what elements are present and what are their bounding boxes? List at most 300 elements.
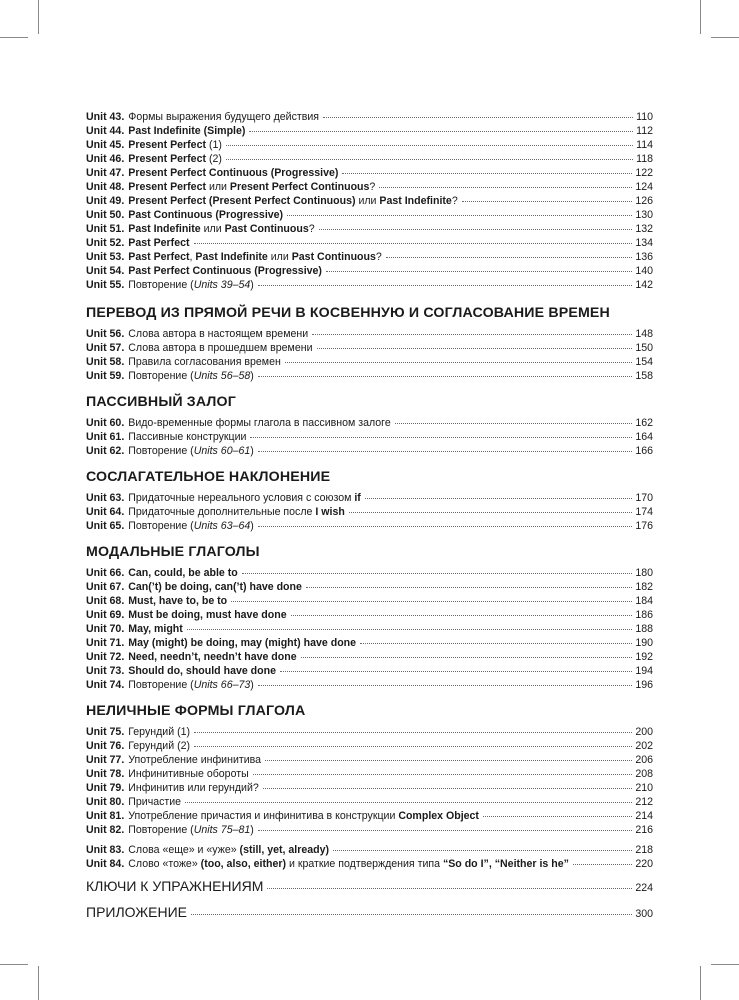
leader-dots	[242, 573, 633, 574]
unit-number: Unit 63.	[86, 492, 125, 504]
toc-entry-title	[86, 580, 302, 594]
toc-row[interactable]	[86, 166, 653, 180]
leader-dots	[306, 587, 632, 588]
leader-dots	[280, 671, 632, 672]
unit-number: Unit 61.	[86, 431, 125, 443]
leader-dots	[258, 376, 633, 377]
unit-number: Unit 62.	[86, 445, 125, 457]
title-part: или	[355, 195, 380, 207]
toc-entry-title	[86, 622, 183, 636]
title-part: Пассивные конструкции	[128, 431, 247, 443]
title-part: )	[250, 279, 254, 291]
toc-entry-title	[86, 753, 261, 767]
toc-entry-title	[86, 124, 245, 138]
page-number: 166	[635, 445, 653, 457]
unit-number: Unit 69.	[86, 609, 125, 621]
toc-entry-title	[86, 327, 308, 341]
title-part: Слова автора в прошедшем времени	[128, 342, 313, 354]
toc-entry-title	[86, 795, 181, 809]
page-number: 118	[636, 153, 653, 165]
title-part: или	[200, 223, 225, 235]
unit-number: Unit 44.	[86, 125, 125, 137]
leader-dots	[323, 117, 633, 118]
title-part: Past Continuous	[224, 223, 309, 235]
page-number: 126	[635, 195, 653, 207]
toc-entry-title	[86, 152, 222, 166]
leader-dots	[462, 201, 633, 202]
leader-dots	[258, 451, 633, 452]
toc-row[interactable]	[86, 566, 653, 580]
toc-block-tenses	[86, 110, 653, 292]
leader-dots	[319, 229, 633, 230]
unit-number: Unit 57.	[86, 342, 125, 354]
toc-row[interactable]	[86, 264, 653, 278]
page-number: 162	[635, 417, 653, 429]
toc-row[interactable]	[86, 152, 653, 166]
unit-number: Unit 60.	[86, 417, 125, 429]
page-number: 214	[635, 810, 653, 822]
page-number: 200	[635, 726, 653, 738]
toc-row[interactable]	[86, 355, 653, 369]
unit-number: Unit 51.	[86, 223, 125, 235]
title-part: Present Perfect	[128, 181, 206, 193]
toc-block-misc	[86, 843, 653, 871]
unit-number: Unit 53.	[86, 251, 125, 263]
title-part: Can(’t) be doing, can(’t) have done	[128, 581, 302, 593]
page-number: 180	[635, 567, 653, 579]
toc-entry-title	[86, 767, 249, 781]
leader-dots	[194, 732, 632, 733]
unit-number: Unit 79.	[86, 782, 125, 794]
title-part: Units 66–73	[193, 679, 251, 691]
toc-entry-title	[86, 341, 313, 355]
title-part: ?	[308, 223, 315, 235]
toc-entry-title	[86, 208, 283, 222]
section-heading: ПАССИВНЫЙ ЗАЛОГ	[86, 394, 236, 410]
leader-dots	[249, 131, 633, 132]
page-number: 176	[635, 520, 653, 532]
toc-entry-title	[86, 594, 227, 608]
toc-entry-title	[86, 739, 190, 753]
toc-row[interactable]	[86, 110, 653, 124]
toc-row[interactable]	[86, 823, 653, 837]
title-part: (2)	[206, 153, 222, 165]
page-number: 186	[635, 609, 653, 621]
page-number: 194	[635, 665, 653, 677]
toc-row[interactable]	[86, 124, 653, 138]
toc-entry-title	[86, 781, 259, 795]
leader-dots	[386, 257, 633, 258]
toc-row[interactable]	[86, 250, 653, 264]
toc-entry-title	[86, 444, 254, 458]
toc-row[interactable]	[86, 767, 653, 781]
leader-dots	[395, 423, 633, 424]
toc-entry-title	[86, 222, 315, 236]
crop-mark	[0, 37, 28, 38]
toc-row[interactable]	[86, 664, 653, 678]
title-part: Units 39–54	[193, 279, 251, 291]
title-part: Повторение (	[128, 370, 194, 382]
unit-number: Unit 81.	[86, 810, 125, 822]
page-number: 130	[635, 209, 653, 221]
title-part: )	[250, 370, 254, 382]
leader-dots	[194, 746, 632, 747]
toc-row[interactable]	[86, 519, 653, 533]
title-part: Past Indefinite	[128, 223, 201, 235]
title-part: )	[250, 445, 254, 457]
crop-mark	[0, 964, 28, 965]
toc-entry-title	[86, 608, 287, 622]
toc-entry-title	[86, 823, 254, 837]
crop-mark	[38, 0, 39, 34]
toc-row[interactable]	[86, 753, 653, 767]
page-number: 190	[635, 637, 653, 649]
page-number: 210	[635, 782, 653, 794]
unit-number: Unit 55.	[86, 279, 125, 291]
title-part: Units 75–81	[193, 824, 251, 836]
unit-number: Unit 52.	[86, 237, 125, 249]
page-number: 122	[635, 167, 653, 179]
toc-keys-label: КЛЮЧИ К УПРАЖНЕНИЯМ	[86, 878, 264, 894]
toc-row[interactable]	[86, 781, 653, 795]
title-part: или	[267, 251, 292, 263]
unit-number: Unit 58.	[86, 356, 125, 368]
table-of-contents	[86, 110, 653, 923]
unit-number: Unit 76.	[86, 740, 125, 752]
title-part: Complex Object	[398, 810, 479, 822]
page-number: 154	[635, 356, 653, 368]
title-part: Повторение (	[128, 520, 194, 532]
title-part: I wish	[315, 506, 345, 518]
toc-row[interactable]	[86, 416, 653, 430]
title-part: May (might) be doing, may (might) have done	[128, 637, 357, 649]
title-part: Инфинитивные обороты	[128, 768, 249, 780]
unit-number: Unit 64.	[86, 506, 125, 518]
leader-dots	[226, 145, 633, 146]
toc-row-appendix[interactable]	[86, 901, 653, 923]
page-number: 196	[635, 679, 653, 691]
toc-row[interactable]	[86, 505, 653, 519]
leader-dots	[258, 685, 633, 686]
title-part: Повторение (	[128, 279, 194, 291]
title-part: Слово «тоже»	[128, 858, 201, 870]
page-number: 174	[635, 506, 653, 518]
title-part: Past Perfect	[128, 251, 190, 263]
title-part: Слова «еще» и «уже»	[128, 844, 240, 856]
toc-appendix-label: ПРИЛОЖЕНИЕ	[86, 904, 188, 920]
page-number: 188	[635, 623, 653, 635]
toc-entry-title	[86, 843, 329, 857]
leader-dots	[342, 173, 632, 174]
unit-number: Unit 56.	[86, 328, 125, 340]
leader-dots	[349, 512, 633, 513]
section-heading: МОДАЛЬНЫЕ ГЛАГОЛЫ	[86, 544, 260, 560]
title-part: ?	[375, 251, 382, 263]
toc-row[interactable]	[86, 444, 653, 458]
title-part: )	[250, 824, 254, 836]
title-part: )	[250, 520, 254, 532]
toc-row[interactable]	[86, 430, 653, 444]
toc-row[interactable]	[86, 138, 653, 152]
leader-dots	[258, 526, 633, 527]
toc-row[interactable]	[86, 236, 653, 250]
toc-entry-title	[86, 278, 254, 292]
toc-row[interactable]	[86, 678, 653, 692]
page-number: 212	[635, 796, 653, 808]
title-part: Видо-временные формы глагола в пассивном залоге	[128, 417, 391, 429]
page-number: 206	[635, 754, 653, 766]
page-number: 158	[635, 370, 653, 382]
title-part: Употребление причастия и инфинитива в конструкции	[128, 810, 399, 822]
toc-row[interactable]	[86, 622, 653, 636]
title-part: if	[354, 492, 361, 504]
unit-number: Unit 83.	[86, 844, 125, 856]
leader-dots	[312, 334, 632, 335]
title-part: Past Indefinite (Simple)	[128, 125, 246, 137]
toc-row[interactable]	[86, 594, 653, 608]
page-number: 218	[635, 844, 653, 856]
title-part: Формы выражения будущего действия	[128, 111, 320, 123]
title-part: Правила согласования времен	[128, 356, 281, 368]
crop-mark	[700, 966, 701, 1000]
toc-entry-title	[86, 250, 382, 264]
leader-dots	[258, 830, 633, 831]
toc-row[interactable]	[86, 809, 653, 823]
page-number: 112	[636, 125, 653, 137]
title-part: или	[206, 181, 230, 193]
toc-entry-title	[86, 264, 322, 278]
toc-entry-title	[86, 857, 569, 871]
title-part: Units 56–58	[193, 370, 251, 382]
title-part: Can, could, be able to	[128, 567, 238, 579]
leader-dots	[326, 271, 632, 272]
crop-mark	[711, 964, 739, 965]
toc-entry-title	[86, 355, 281, 369]
page-number: 192	[635, 651, 653, 663]
title-part: Past Continuous	[291, 251, 376, 263]
page-number: 220	[635, 858, 653, 870]
toc-row[interactable]	[86, 341, 653, 355]
leader-dots	[258, 285, 633, 286]
toc-entry-title	[86, 664, 276, 678]
title-part: (too, also, either)	[200, 858, 287, 870]
unit-number: Unit 50.	[86, 209, 125, 221]
title-part: Should do, should have done	[128, 665, 276, 677]
title-part: Past Perfect Continuous (Progressive)	[128, 265, 322, 277]
toc-row[interactable]	[86, 180, 653, 194]
title-part: Past Indefinite	[379, 195, 452, 207]
toc-row-keys[interactable]	[86, 875, 653, 897]
unit-number: Unit 75.	[86, 726, 125, 738]
unit-number: Unit 70.	[86, 623, 125, 635]
toc-row[interactable]	[86, 725, 653, 739]
title-part: Повторение (	[128, 445, 194, 457]
title-part: Must, have to, be to	[128, 595, 228, 607]
toc-entry-title	[86, 180, 375, 194]
leader-dots	[360, 643, 632, 644]
leader-dots	[267, 888, 632, 889]
leader-dots	[194, 243, 633, 244]
title-part: Герундий (2)	[128, 740, 191, 752]
toc-row[interactable]	[86, 636, 653, 650]
toc-row[interactable]	[86, 491, 653, 505]
title-part: Повторение (	[128, 824, 194, 836]
toc-entry-title	[86, 194, 458, 208]
title-part: и краткие подтверждения типа	[286, 858, 443, 870]
toc-row[interactable]	[86, 208, 653, 222]
toc-entry-title	[86, 369, 254, 383]
title-part: Past Indefinite	[195, 251, 268, 263]
unit-number: Unit 71.	[86, 637, 125, 649]
leader-dots	[191, 914, 632, 915]
toc-row[interactable]	[86, 369, 653, 383]
unit-number: Unit 68.	[86, 595, 125, 607]
toc-entry-title	[86, 650, 297, 664]
title-part: Must be doing, must have done	[128, 609, 287, 621]
leader-dots	[253, 774, 633, 775]
toc-entry-title	[86, 519, 254, 533]
page-number: 148	[635, 328, 653, 340]
unit-number: Unit 73.	[86, 665, 125, 677]
page-number: 202	[635, 740, 653, 752]
leader-dots	[379, 187, 632, 188]
unit-number: Unit 48.	[86, 181, 125, 193]
toc-entry-title	[86, 725, 190, 739]
page-number: 114	[636, 139, 653, 151]
title-part: Present Perfect	[128, 153, 206, 165]
leader-dots	[231, 601, 632, 602]
title-part: Present Perfect Continuous (Progressive)	[128, 167, 339, 179]
leader-dots	[250, 437, 632, 438]
leader-dots	[226, 159, 633, 160]
title-part: (still, yet, already)	[239, 844, 330, 856]
page-number: 124	[635, 181, 653, 193]
title-part: Слова автора в настоящем времени	[128, 328, 309, 340]
page-number: 136	[635, 251, 653, 263]
leader-dots	[287, 215, 632, 216]
toc-row[interactable]	[86, 795, 653, 809]
unit-number: Unit 43.	[86, 111, 125, 123]
title-part: Present Perfect (Present Perfect Continuous)	[128, 195, 356, 207]
section-heading: СОСЛАГАТЕЛЬНОЕ НАКЛОНЕНИЕ	[86, 469, 331, 485]
title-part: )	[250, 679, 254, 691]
title-part: Present Perfect	[128, 139, 206, 151]
toc-appendix-page: 300	[635, 908, 653, 920]
unit-number: Unit 80.	[86, 796, 125, 808]
title-part: Повторение (	[128, 679, 194, 691]
leader-dots	[285, 362, 632, 363]
page-number: 164	[635, 431, 653, 443]
unit-number: Unit 74.	[86, 679, 125, 691]
toc-entry-title	[86, 678, 254, 692]
leader-dots	[185, 802, 632, 803]
title-part: May, might	[128, 623, 183, 635]
leader-dots	[317, 348, 633, 349]
title-part: Употребление инфинитива	[128, 754, 262, 766]
toc-entry-title	[86, 236, 190, 250]
title-part: Герундий (1)	[128, 726, 191, 738]
unit-number: Unit 47.	[86, 167, 125, 179]
unit-number: Unit 78.	[86, 768, 125, 780]
section-heading: НЕЛИЧНЫЕ ФОРМЫ ГЛАГОЛА	[86, 703, 306, 719]
title-part: Придаточные нереального условия с союзом	[128, 492, 355, 504]
toc-entry-title	[86, 416, 391, 430]
page-number: 208	[635, 768, 653, 780]
title-part: Units 60–61	[193, 445, 251, 457]
crop-mark	[38, 966, 39, 1000]
unit-number: Unit 82.	[86, 824, 125, 836]
toc-row[interactable]	[86, 194, 653, 208]
toc-entry-title	[86, 809, 479, 823]
unit-number: Unit 84.	[86, 858, 125, 870]
unit-number: Unit 67.	[86, 581, 125, 593]
toc-keys-page: 224	[635, 882, 653, 894]
title-part: Причастие	[128, 796, 182, 808]
page-number: 140	[635, 265, 653, 277]
page-number: 110	[636, 111, 653, 123]
leader-dots	[301, 657, 633, 658]
toc-row[interactable]	[86, 608, 653, 622]
toc-row[interactable]	[86, 327, 653, 341]
crop-mark	[700, 0, 701, 34]
page-number: 132	[635, 223, 653, 235]
section-heading: ПЕРЕВОД ИЗ ПРЯМОЙ РЕЧИ В КОСВЕННУЮ И СОГЛАСОВАНИЕ ВРЕМЕН	[86, 305, 610, 321]
title-part: ?	[451, 195, 458, 207]
toc-entry-title	[86, 505, 345, 519]
toc-row[interactable]	[86, 739, 653, 753]
unit-number: Unit 45.	[86, 139, 125, 151]
toc-entry-title	[86, 636, 356, 650]
page-number: 142	[635, 279, 653, 291]
title-part: Инфинитив или герундий?	[128, 782, 259, 794]
toc-row[interactable]	[86, 580, 653, 594]
title-part: ?	[369, 181, 376, 193]
title-part: Past Perfect	[128, 237, 190, 249]
page-number: 150	[635, 342, 653, 354]
leader-dots	[187, 629, 633, 630]
unit-number: Unit 66.	[86, 567, 125, 579]
toc-row[interactable]	[86, 222, 653, 236]
toc-row[interactable]	[86, 278, 653, 292]
page-number: 216	[635, 824, 653, 836]
unit-number: Unit 54.	[86, 265, 125, 277]
toc-row[interactable]	[86, 650, 653, 664]
page-number: 170	[635, 492, 653, 504]
toc-entry-title	[86, 110, 319, 124]
title-part: Need, needn’t, needn’t have done	[128, 651, 297, 663]
toc-row[interactable]	[86, 857, 653, 871]
title-part: Units 63–64	[193, 520, 251, 532]
toc-sections	[86, 302, 653, 837]
crop-mark	[711, 37, 739, 38]
leader-dots	[365, 498, 633, 499]
toc-entry-title	[86, 166, 338, 180]
unit-number: Unit 72.	[86, 651, 125, 663]
leader-dots	[573, 864, 632, 865]
title-part: ,	[189, 251, 196, 263]
unit-number: Unit 59.	[86, 370, 125, 382]
title-part: Придаточные дополнительные после	[128, 506, 316, 518]
unit-number: Unit 77.	[86, 754, 125, 766]
toc-row[interactable]	[86, 843, 653, 857]
unit-number: Unit 46.	[86, 153, 125, 165]
unit-number: Unit 65.	[86, 520, 125, 532]
toc-entry-title	[86, 491, 361, 505]
title-part: “So do I”, “Neither is he”	[442, 858, 569, 870]
leader-dots	[291, 615, 633, 616]
leader-dots	[263, 788, 633, 789]
leader-dots	[483, 816, 632, 817]
